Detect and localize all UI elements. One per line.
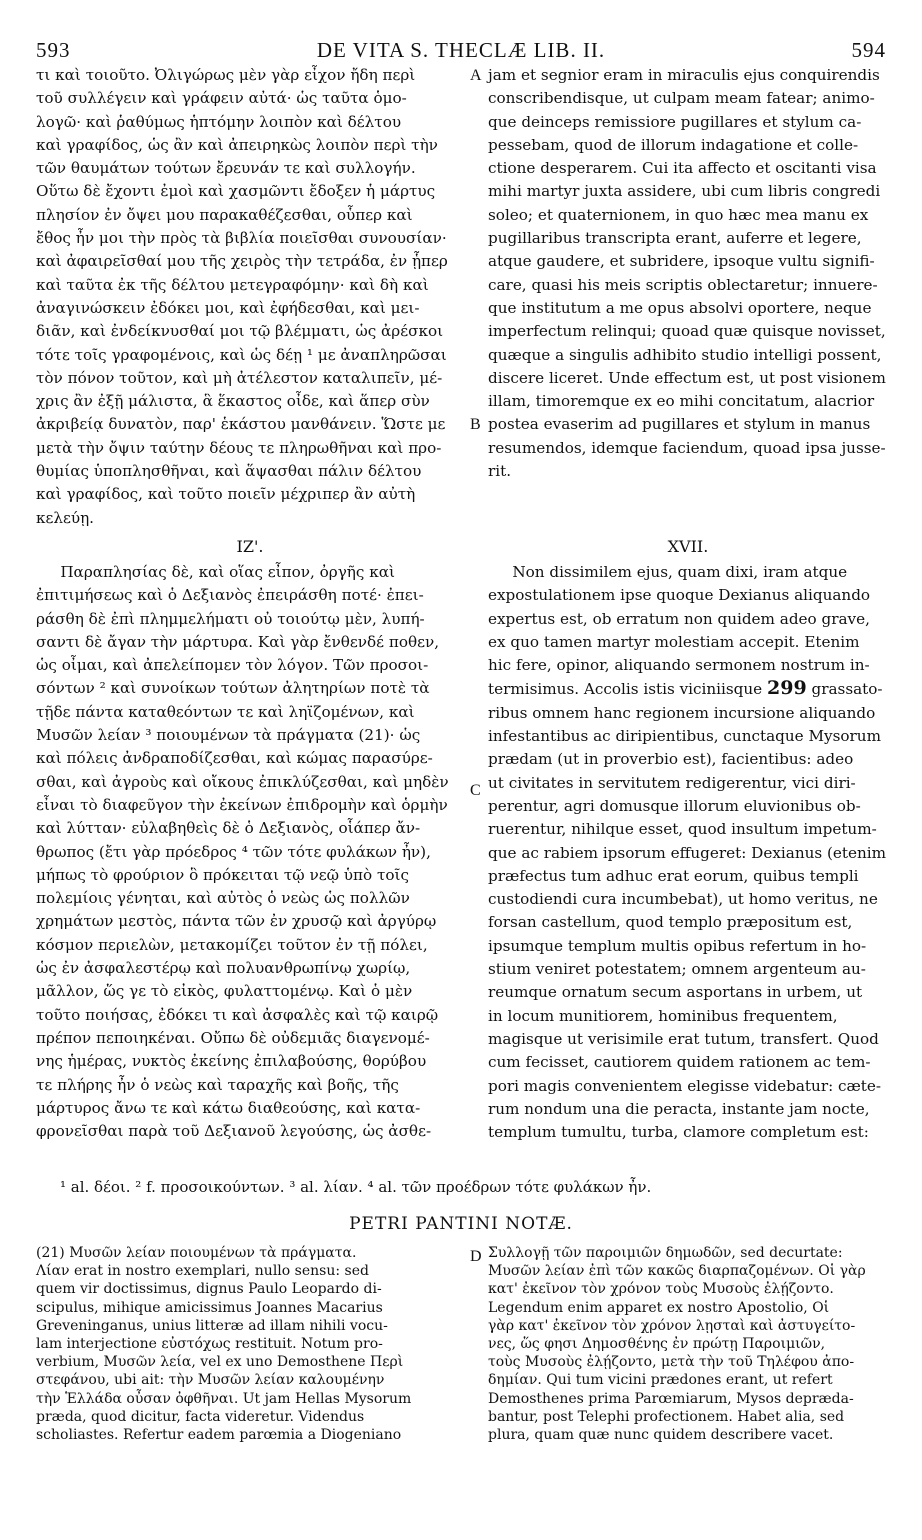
latin2-line: reumque ornatum secum asportans in urbem, ut — [488, 983, 863, 1002]
page-number-left: 593 — [36, 38, 71, 62]
notes_left-line: scipulus, mihique amicissimus Joannes Macarius — [36, 1299, 383, 1316]
greek1-line: τι καὶ τοιοῦτο. Ὀλιγώρως μὲν γὰρ εἶχον ἤδη περὶ — [36, 66, 416, 84]
greek2-line: σθαι, καὶ ἀγροὺς καὶ οἴκους ἐπικλύζεσθαι, καὶ μηδὲν — [36, 772, 449, 791]
latin1-line: discere liceret. Unde effectum est, ut post visionem — [488, 368, 886, 387]
latin1-line: imperfectum relinqui; quoad quæ quisque novisset, — [488, 322, 886, 341]
latin2-line: que ac rabiem ipsorum effugeret: Dexianus (etenim — [488, 843, 887, 862]
running-title: DE VITA S. THECLÆ LIB. II. — [316, 38, 606, 62]
notes_left-line: Λίαν erat in nostro exemplari, nullo sensu: sed — [36, 1263, 369, 1280]
greek1-line: ἀκριβείᾳ δυνατὸν, παρ' ἑκάστου μανθάνειν. Ὥστε με — [36, 415, 446, 434]
greek2-line: πολεμίοις γένηται, καὶ αὐτὸς ὁ νεὼς ὡς πολλῶν — [36, 889, 410, 908]
latin1-line: ctione desperarem. Cui ita affecto et oscitanti visa — [488, 159, 877, 178]
latin2-line: expertus est, ob erratum non quidem adeo grave, — [488, 609, 870, 628]
latin2-line: templum tumultu, turba, clamore completum est: — [488, 1123, 869, 1142]
greek1-line: τῶν θαυμάτων τούτων ἔρευνάν τε καὶ συλλογήν. — [36, 159, 416, 178]
latin1-line: care, quasi his meis scriptis oblectaretur; innuere- — [488, 275, 878, 294]
latin1-line: atque gaudere, et subridere, ipsoque vultu signifi- — [488, 252, 875, 271]
greek2-line: τοῦτο ποιήσας, ἐδόκει τι καὶ ἀσφαλὲς καὶ τῷ καιρῷ — [36, 1005, 439, 1024]
latin2-line: in locum munitiorem, hominibus frequentem, — [488, 1006, 838, 1025]
greek2-line: εἶναι τὸ διαφεῦγον τὴν ἐκείνων ἐπιδρομὴν καὶ ὁρμὴν — [36, 795, 448, 814]
margin-marker-c: C — [470, 782, 481, 799]
greek-text-2 — [36, 561, 464, 1143]
section-heading-greek: ΙΖ'. — [236, 537, 264, 556]
latin1-line: conscribendisque, ut culpam meam fatear; animo- — [488, 89, 875, 108]
latin2-line: infestantibus ac diripientibus, cunctaque Mysorum — [488, 727, 881, 746]
latin2-line: termisimus. Accolis istis viciniisque — [488, 680, 763, 699]
greek2-line: Μυσῶν λείαν ³ ποιουμένων τὰ πράγματα (21)· ὡς — [36, 726, 421, 745]
greek2-line: ράσθη δὲ ἐπὶ πλημμελήματι οὐ τοιούτῳ μὲν, λυπή- — [36, 609, 425, 628]
greek1-line: καὶ ταῦτα ἐκ τῆς δέλτου μετεγραφόμην· καὶ δὴ καὶ — [36, 275, 429, 294]
notes_left-line: verbium, Μυσῶν λεία, vel ex uno Demosthene Περὶ — [36, 1354, 404, 1371]
greek1-line: τὸν πόνον τοῦτον, καὶ μὴ ἀτέλεστον καταλιπεῖν, μέ- — [36, 368, 443, 387]
latin1-line: que deinceps remissiore pugillares et stylum ca- — [488, 112, 862, 131]
latin1-line: postea evaserim ad pugillares et stylum in manus — [488, 415, 871, 434]
notes_left-line: lam interjectione εὐστόχως restituit. Notum pro- — [36, 1336, 383, 1353]
notes_left-line: τὴν Ἑλλάδα οὖσαν ὀφθῆναι. Ut jam Hellas Mysorum — [36, 1390, 412, 1407]
margin-marker-d: D — [470, 1248, 482, 1265]
latin1-line: illam, timoremque ex eo mihi concitatum, alacrior — [488, 392, 875, 411]
notes_right-line: plura, quam quæ nunc quidem describere vacet. — [488, 1427, 834, 1444]
latin1-line: rit. — [488, 462, 512, 481]
latin1-line: resumendos, idemque faciendum, quoad ipsa jusse- — [488, 438, 886, 457]
latin2-line-with-number — [488, 677, 888, 701]
notes_left-line: scholiastes. Refertur eadem parœmia a Diogeniano — [36, 1427, 402, 1444]
notes_left-line: præda, quod dicitur, facta videretur. Videndus — [36, 1408, 365, 1425]
notes_right-line: Legendum enim apparet ex nostro Apostolio, Οἱ — [488, 1299, 830, 1316]
greek1-line: τότε τοῖς γραφομένοις, καὶ ὡς δέῃ ¹ με ἀναπληρῶσαι — [36, 345, 447, 364]
latin2-line: ex quo tamen martyr molestiam accepit. Etenim — [488, 632, 860, 651]
latin2-line: ipsumque templum multis opibus refertum in ho- — [488, 936, 867, 955]
greek2-line: Παραπλησίας δὲ, καὶ οἵας εἶπον, ὀργῆς καὶ — [60, 563, 395, 581]
greek2-line: χρημάτων μεστὸς, πάντα τῶν ἐν χρυσῷ καὶ ἀργύρῳ — [36, 912, 437, 931]
latin2-line: ribus omnem hanc regionem incursione aliquando — [488, 703, 876, 722]
latin1-line: que institutum a me opus absolvi oportere, neque — [488, 298, 872, 317]
greek1-line: καὶ ἀφαιρεῖσθαί μου τῆς χειρὸς τὴν τετράδα, ἐν ᾗπερ — [36, 252, 448, 271]
latin1-line: mihi martyr juxta assidere, ubi cum libris congredi — [488, 182, 881, 201]
latin2-line: præfectus tum adhuc erat eorum, quibus templi — [488, 866, 859, 885]
greek1-line: διᾶν, καὶ ἐνδείκνυσθαί μοι τῷ βλέμματι, ὡς ἀρέσκοι — [36, 322, 444, 341]
latin2-line: rum nondum una die peracta, instante jam nocte, — [488, 1099, 870, 1118]
notes_left-line: Greveninganus, unius litteræ ad illam nihili vocu- — [36, 1317, 388, 1334]
notes-left-column — [36, 1244, 464, 1444]
latin-text-1 — [488, 64, 888, 483]
page-number-right: 594 — [851, 38, 886, 62]
greek2-line: τε πλήρης ἦν ὁ νεὼς καὶ ταραχῆς καὶ βοῆς, τῆς — [36, 1075, 399, 1094]
latin2-line: ut civitates in servitutem redigerentur, vici diri- — [488, 773, 856, 792]
greek1-line: καὶ γραφίδος, καὶ τοῦτο ποιεῖν μέχριπερ ἂν αὐτὴ — [36, 485, 416, 504]
notes_right-line: κατ' ἐκεῖνον τὸν χρόνον τοὺς Μυσοὺς ἐλῄζοντο. — [488, 1281, 834, 1298]
latin1-line: pessebam, quod de illorum indagatione et colle- — [488, 135, 859, 154]
latin2-line: magisque ut verisimile erat tutum, transfert. Quod — [488, 1029, 879, 1048]
greek2-line: μᾶλλον, ὥς γε τὸ εἰκὸς, φυλαττομένῳ. Καὶ ὁ μὲν — [36, 982, 413, 1001]
section-heading-latin: XVII. — [667, 537, 709, 556]
greek1-line: κελεύῃ. — [36, 508, 95, 527]
latin2-line: ruerentur, nihilque esset, quod insultum impetum- — [488, 820, 877, 839]
greek2-line: τῇδε πάντα καταθεόντων τε καὶ ληϊζομένων, καὶ — [36, 702, 415, 721]
greek1-line: μετὰ τὴν ὄψιν ταύτην δέους τε πληρωθῆναι καὶ προ- — [36, 438, 442, 457]
margin-marker-b: B — [470, 416, 481, 433]
latin1-line: pugillaribus transcripta erant, auferre et legere, — [488, 229, 862, 248]
latin2-line: prædam (ut in proverbio est), facientibus: adeo — [488, 750, 854, 769]
greek-section-17 — [36, 536, 464, 1143]
notes_right-line: Συλλογῇ τῶν παροιμιῶν δημωδῶν, sed decurtate: — [488, 1245, 843, 1261]
greek-text-1 — [36, 64, 464, 530]
notes-title: PETRI PANTINI NOTÆ. — [349, 1214, 573, 1234]
notes_right-line: νες, ὥς φησι Δημοσθένης ἐν πρώτῃ Παροιμιῶν, — [488, 1336, 826, 1353]
latin-text-2 — [488, 561, 888, 1144]
latin2-line: pori magis convenientem elegisse videbatur: cæte- — [488, 1076, 882, 1095]
notes_right-line: Demosthenes prima Parœmiarum, Mysos depræda- — [488, 1390, 854, 1407]
latin1-line: jam et segnior eram in miraculis ejus conquirendis — [488, 66, 880, 84]
greek1-line: χρις ἂν ἐξῇ μάλιστα, ἃ ἕκαστος οἶδε, καὶ ἅπερ σὺν — [36, 392, 430, 411]
greek2-line: σαντι δὲ ἄγαν τὴν μάρτυρα. Καὶ γὰρ ἔνθενδέ ποθεν, — [36, 632, 440, 651]
notes_left-line: (21) Μυσῶν λείαν ποιουμένων τὰ πράγματα. — [36, 1245, 357, 1261]
greek2-line: μήπως τὸ φρούριον ὃ πρόκειται τῷ νεῷ ὑπὸ τοῖς — [36, 865, 409, 884]
margin-marker-a: A — [470, 67, 482, 84]
latin-section-17 — [488, 536, 888, 1144]
notes_left-line: quem vir doctissimus, dignus Paulo Leopardo di- — [36, 1281, 382, 1298]
latin2-line: hic fere, opinor, aliquando sermonem nostrum in- — [488, 656, 870, 675]
latin1-line: quæque a singulis adhibito studio intelligi possent, — [488, 345, 882, 364]
greek1-line: ἀναγινώσκειν ἐδόκει μοι, καὶ ἐφήδεσθαι, καὶ μει- — [36, 298, 420, 317]
greek2-line: κόσμον περιελὼν, μετακομίζει τοῦτον ἐν τῇ πόλει, — [36, 935, 428, 954]
greek1-line: Οὕτω δὲ ἔχοντι ἐμοὶ καὶ χασμῶντι ἔδοξεν ἡ μάρτυς — [36, 182, 436, 201]
latin2-line: Non dissimilem ejus, quam dixi, iram atque — [512, 563, 848, 581]
edition-page-number: 299 — [767, 677, 807, 700]
running-header — [0, 38, 922, 64]
footnotes: ¹ al. δέοι. ² f. προσοικούντων. ³ al. λίαν. ⁴ al. τῶν προέδρων τότε φυλάκων ἦν. — [60, 1178, 652, 1196]
latin2-line: perentur, agri domusque illorum eluvionibus ob- — [488, 796, 861, 815]
greek2-line: ἐπιτιμήσεως καὶ ὁ Δεξιανὸς ἐπειράσθη ποτέ· ἐπει- — [36, 586, 424, 605]
notes_right-line: bantur, post Telephi profectionem. Habet alia, sed — [488, 1408, 845, 1425]
greek2-line: ὡς ἐν ἀσφαλεστέρῳ καὶ πολυανθρωπίνῳ χωρίῳ, — [36, 959, 411, 978]
latin2-line: expostulationem ipse quoque Dexianus aliquando — [488, 586, 871, 605]
latin2-line: stium veniret potestatem; omnem argenteum au- — [488, 960, 866, 979]
greek2-line: σόντων ² καὶ συνοίκων τούτων ἀλητηρίων ποτὲ τὰ — [36, 679, 430, 698]
greek1-line: θυμίας ὑποπλησθῆναι, καὶ ἅψασθαι πάλιν δέλτου — [36, 462, 422, 481]
notes_right-line: δημίαν. Qui tum vicini prædones erant, ut refert — [488, 1372, 833, 1389]
greek2-line: ὡς οἶμαι, καὶ ἀπελείπομεν τὸν λόγον. Τῶν προσοι- — [36, 656, 429, 675]
latin2-line: custodiendi cura incumbebat), ut homo veritus, ne — [488, 890, 878, 909]
greek2-line: καὶ πόλεις ἀνδραποδίζεσθαι, καὶ κώμας παρασύρε- — [36, 749, 433, 768]
greek2-line: νης ἡμέρας, νυκτὸς ἐκείνης ἐπιλαβούσης, θορύβου — [36, 1052, 427, 1071]
greek1-line: τοῦ συλλέγειν καὶ γράφειν αὐτά· ὡς ταῦτα ὁμο- — [36, 89, 407, 108]
greek1-line: πλησίον ἐν ὄψει μου παρακαθέζεσθαι, οὗπερ καὶ — [36, 205, 413, 224]
notes-right-column — [488, 1244, 888, 1444]
greek1-line: ἔθος ἦν μοι τὴν πρὸς τὰ βιβλία ποιεῖσθαι συνουσίαν· — [36, 229, 447, 248]
greek1-line: λογῶ· καὶ ῥαθύμως ἡπτόμην λοιπὸν καὶ δέλτου — [36, 112, 402, 131]
latin2-line: forsan castellum, quod templo præpositum est, — [488, 913, 853, 932]
greek2-line: θρωπος (ἔτι γὰρ πρόεδρος ⁴ τῶν τότε φυλάκων ἦν), — [36, 842, 431, 861]
greek2-line: φρονεῖσθαι παρὰ τοῦ Δεξιανοῦ λεγούσης, ὡς ἀσθε- — [36, 1122, 432, 1141]
greek2-line: καὶ λύτταν· εὐλαβηθεὶς δὲ ὁ Δεξιανὸς, οἷάπερ ἄν- — [36, 819, 421, 838]
latin2-line: cum fecisset, cautiorem quidem rationem ac tem- — [488, 1053, 871, 1072]
latin2-line-end: grassato- — [811, 680, 883, 699]
notes_right-line: γὰρ κατ' ἐκεῖνον τὸν χρόνον λῃσταὶ καὶ ἀστυγείτο- — [488, 1317, 856, 1334]
notes_right-line: Μυσῶν λείαν ἐπὶ τῶν κακῶς διαρπαζομένων. Οἱ γὰρ — [488, 1263, 866, 1280]
latin1-line: soleo; et quaternionem, in quo hæc mea manu ex — [488, 205, 869, 224]
notes_right-line: τοὺς Μυσοὺς ἐλῄζοντο, μετὰ τὴν τοῦ Τηλέφου ἀπο- — [488, 1354, 855, 1371]
notes_left-line: στεφάνου, ubi ait: τὴν Μυσῶν λείαν καλουμένην — [36, 1372, 385, 1389]
greek2-line: πρέπον πεποιηκέναι. Οὔπω δὲ οὐδεμιᾶς διαγενομέ- — [36, 1028, 430, 1047]
greek2-line: μάρτυρος ἄνω τε καὶ κάτω διαθεούσης, καὶ κατα- — [36, 1098, 421, 1117]
greek1-line: καὶ γραφίδος, ὡς ἂν καὶ ἀπειρηκὼς λοιπὸν περὶ τὴν — [36, 135, 438, 154]
